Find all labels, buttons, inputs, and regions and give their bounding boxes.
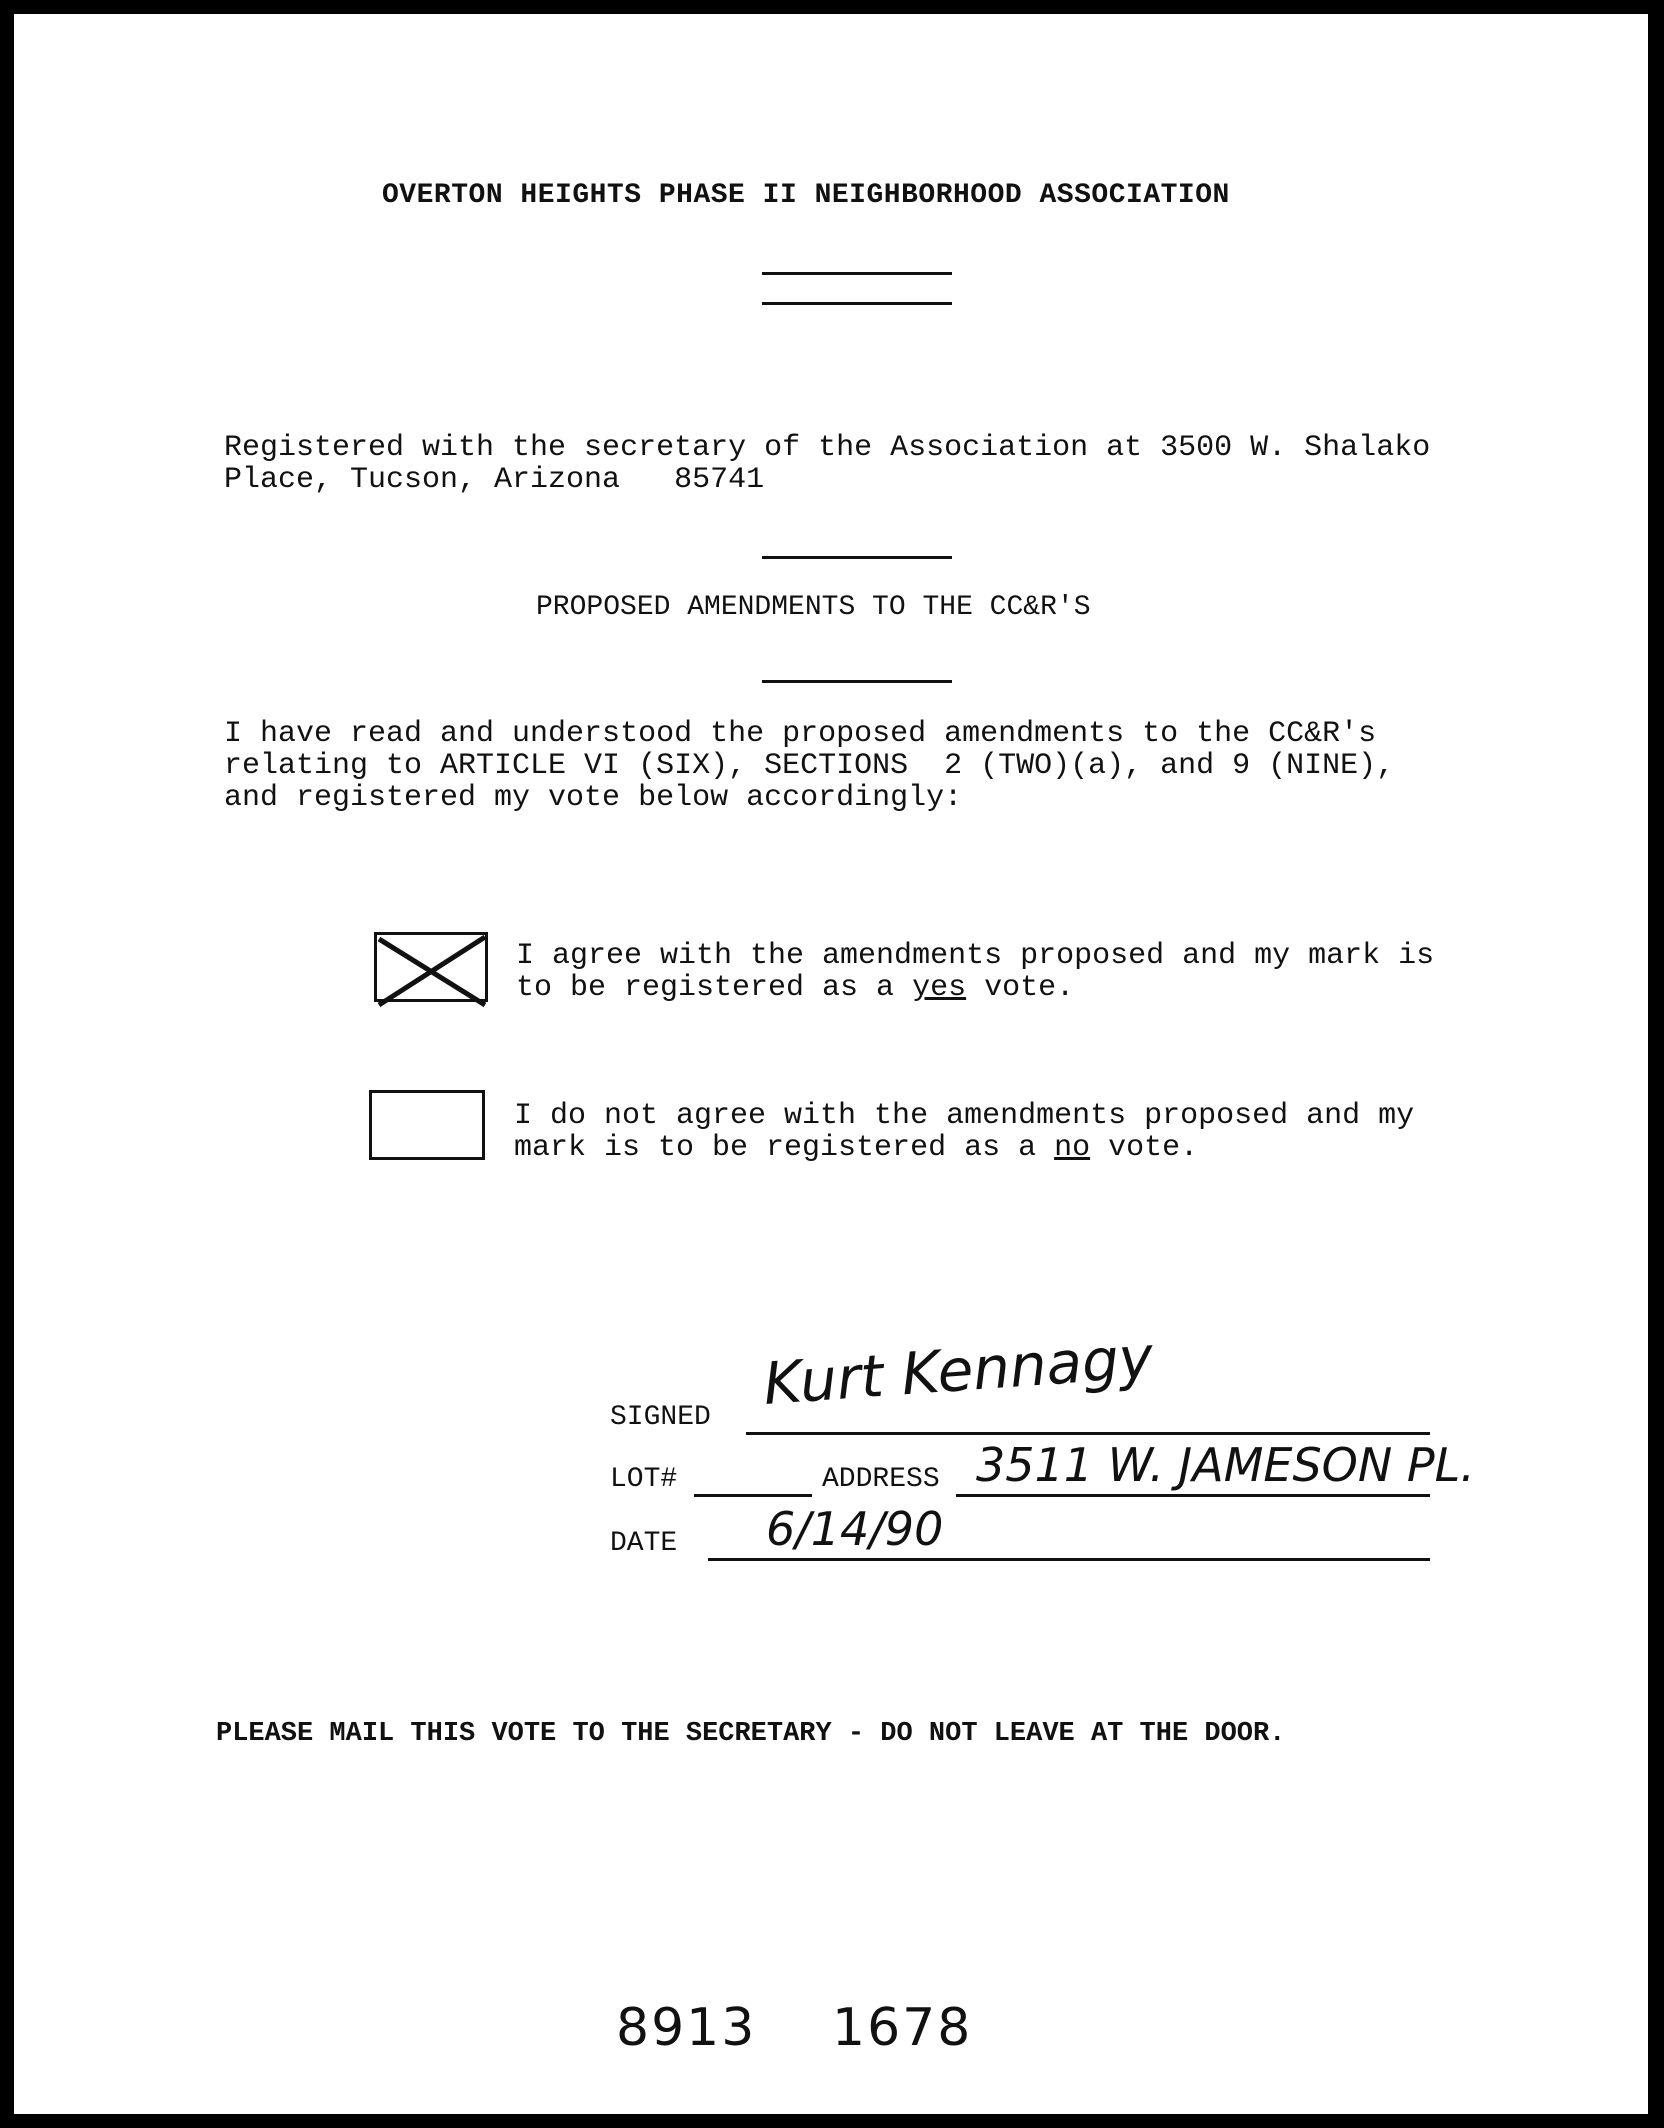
statement-line-3: and registered my vote below accordingly: xyxy=(224,781,963,815)
document-number-part-1: 8913 xyxy=(616,1998,757,2058)
title-rule-1 xyxy=(762,272,952,275)
no-vote-line-1: I do not agree with the amendments proposed and my xyxy=(514,1099,1415,1133)
date-label: DATE xyxy=(610,1528,678,1559)
mailing-instruction: PLEASE MAIL THIS VOTE TO THE SECRETARY - DO NOT LEAVE AT THE DOOR. xyxy=(216,1719,1286,1749)
no-vote-line-2-pre: mark is to be registered as a xyxy=(514,1131,1055,1165)
section-rule-top xyxy=(762,556,952,559)
yes-vote-checkbox[interactable] xyxy=(374,932,488,1002)
address-value[interactable]: 3511 W. JAMESON PL. xyxy=(976,1438,1475,1492)
yes-vote-emphasis: yes xyxy=(912,971,967,1005)
document-number-part-2: 1678 xyxy=(832,1998,973,2058)
yes-vote-line-1: I agree with the amendments proposed and my mark is xyxy=(516,939,1435,973)
no-vote-emphasis: no xyxy=(1054,1131,1091,1165)
statement-line-2: relating to ARTICLE VI (SIX), SECTIONS 2 (TWO)(a), and 9 (NINE), xyxy=(224,749,1395,783)
title-rule-2 xyxy=(762,302,952,305)
date-value[interactable]: 6/14/90 xyxy=(766,1502,944,1556)
section-rule-bottom xyxy=(762,680,952,683)
signed-label: SIGNED xyxy=(610,1402,711,1433)
registration-line-2: Place, Tucson, Arizona 85741 xyxy=(224,463,765,497)
lot-label: LOT# xyxy=(610,1464,678,1495)
address-line xyxy=(956,1494,1430,1497)
signature-line xyxy=(746,1432,1430,1435)
address-label: ADDRESS xyxy=(822,1464,940,1495)
statement-line-1: I have read and understood the proposed amendments to the CC&R's xyxy=(224,717,1377,751)
no-vote-line-2 xyxy=(514,1132,1198,1164)
document-page xyxy=(14,14,1648,2114)
yes-vote-line-2 xyxy=(516,972,1074,1004)
signature[interactable]: Kurt Kennagy xyxy=(761,1322,1156,1418)
yes-vote-line-2-post: vote. xyxy=(966,971,1075,1005)
no-vote-checkbox[interactable] xyxy=(369,1090,485,1160)
date-line xyxy=(708,1558,1430,1561)
x-mark-icon xyxy=(373,931,493,1011)
registration-line-1: Registered with the secretary of the Association at 3500 W. Shalako xyxy=(224,431,1431,465)
association-title: OVERTON HEIGHTS PHASE II NEIGHBORHOOD ASSOCIATION xyxy=(382,180,1230,211)
no-vote-line-2-post: vote. xyxy=(1090,1131,1199,1165)
section-title: PROPOSED AMENDMENTS TO THE CC&R'S xyxy=(536,592,1091,623)
lot-line xyxy=(694,1494,812,1497)
yes-vote-line-2-pre: to be registered as a xyxy=(516,971,913,1005)
